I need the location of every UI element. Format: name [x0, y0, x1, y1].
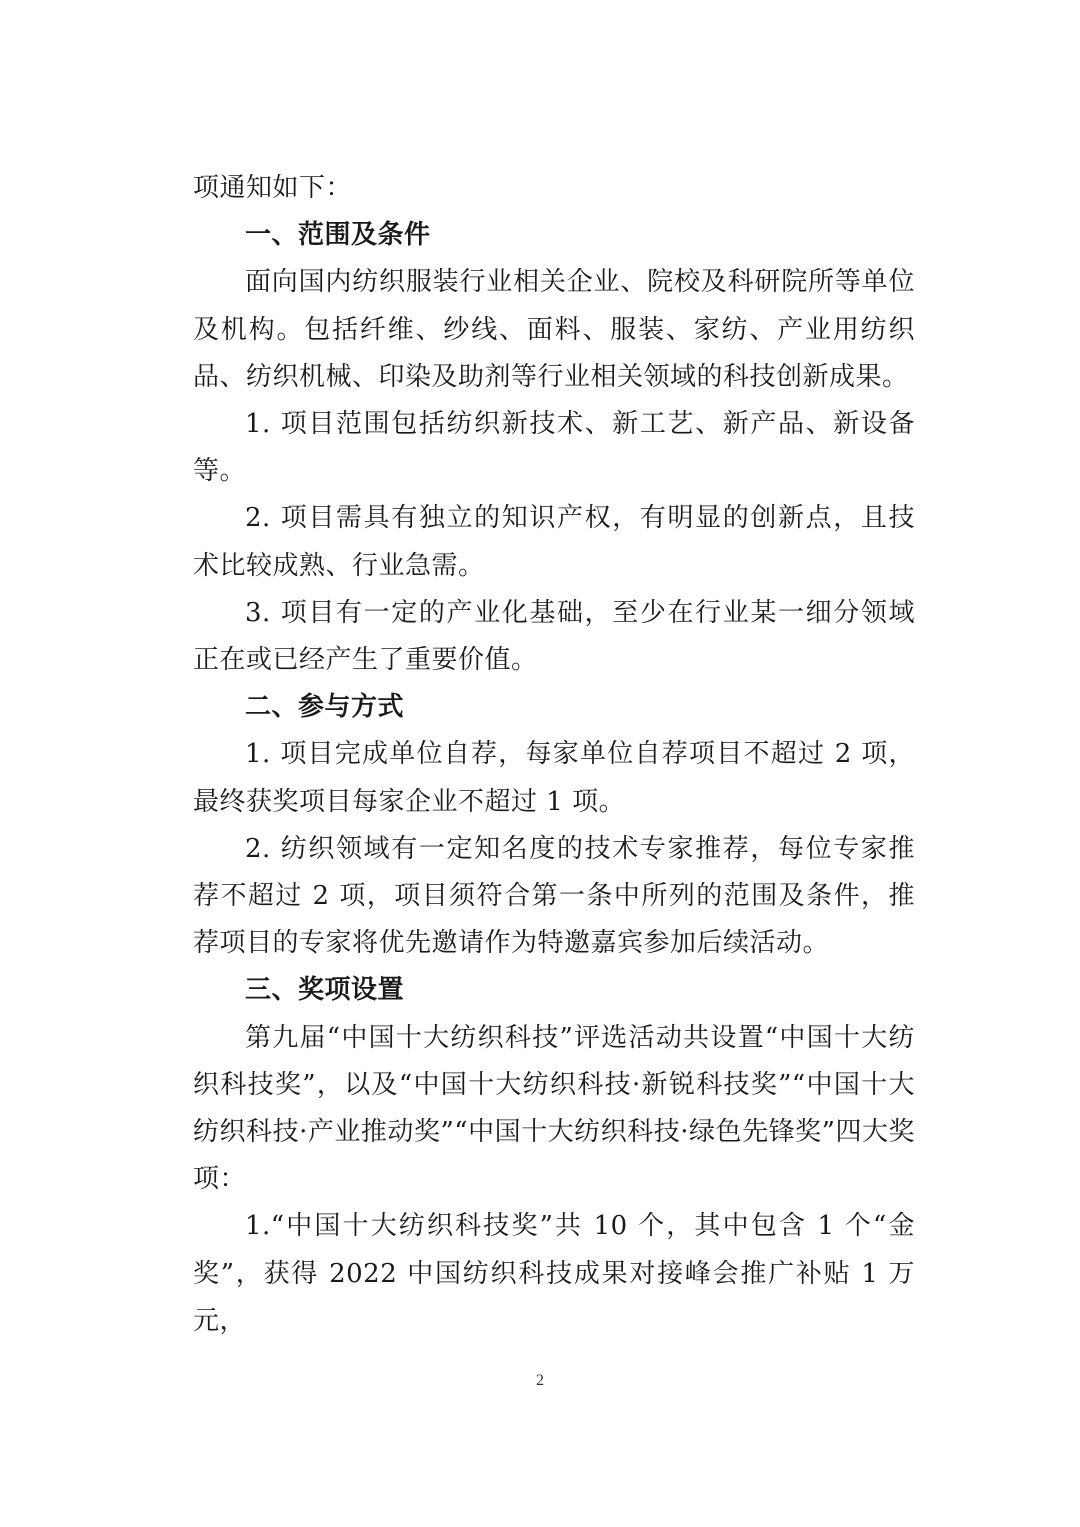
paragraph-awards: 第九届“中国十大纺织科技”评选活动共设置“中国十大纺织科技奖”，以及“中国十大纺织科技·新锐科技奖”“中国十大纺织科技·产业推动奖”“中国十大纺织科技·绿色先锋奖”四大奖项： [193, 1022, 915, 1195]
paragraph-scope-item-2: 2. 项目需具有独立的知识产权，有明显的创新点，且技术比较成熟、行业急需。 [193, 503, 915, 581]
page-number: 2 [536, 1372, 544, 1389]
paragraph-scope-item-1: 1. 项目范围包括纺织新技术、新工艺、新产品、新设备等。 [193, 409, 915, 487]
paragraph-participation-item-2: 2. 纺织领域有一定知名度的技术专家推荐，每位专家推荐不超过 2 项，项目须符合第一条中所列的范围及条件，推荐项目的专家将优先邀请作为特邀嘉宾参加后续活动。 [193, 833, 915, 959]
paragraph-scope: 面向国内纺织服装行业相关企业、院校及科研院所等单位及机构。包括纤维、纱线、面料、服装、家纺、产业用纺织品、纺织机械、印染及助剂等行业相关领域的科技创新成果。 [193, 267, 915, 392]
paragraph-scope-item-3: 3. 项目有一定的产业化基础，至少在行业某一细分领域正在或已经产生了重要价值。 [193, 597, 915, 676]
paragraph-intro: 项通知如下： [193, 173, 353, 203]
section-heading-awards: 三、奖项设置 [245, 975, 405, 1006]
paragraph-awards-item-1: 1.“中国十大纺织科技奖”共 10 个，其中包含 1 个“金奖”，获得 2022 中国纺织科技成果对接峰会推广补贴 1 万元， [193, 1211, 915, 1336]
section-heading-participation: 二、参与方式 [245, 692, 405, 723]
paragraph-participation-item-1: 1. 项目完成单位自荐，每家单位自荐项目不超过 2 项，最终获奖项目每家企业不超过 1 项。 [193, 739, 915, 817]
document-body [193, 165, 915, 1345]
section-heading-scope: 一、范围及条件 [245, 220, 431, 251]
